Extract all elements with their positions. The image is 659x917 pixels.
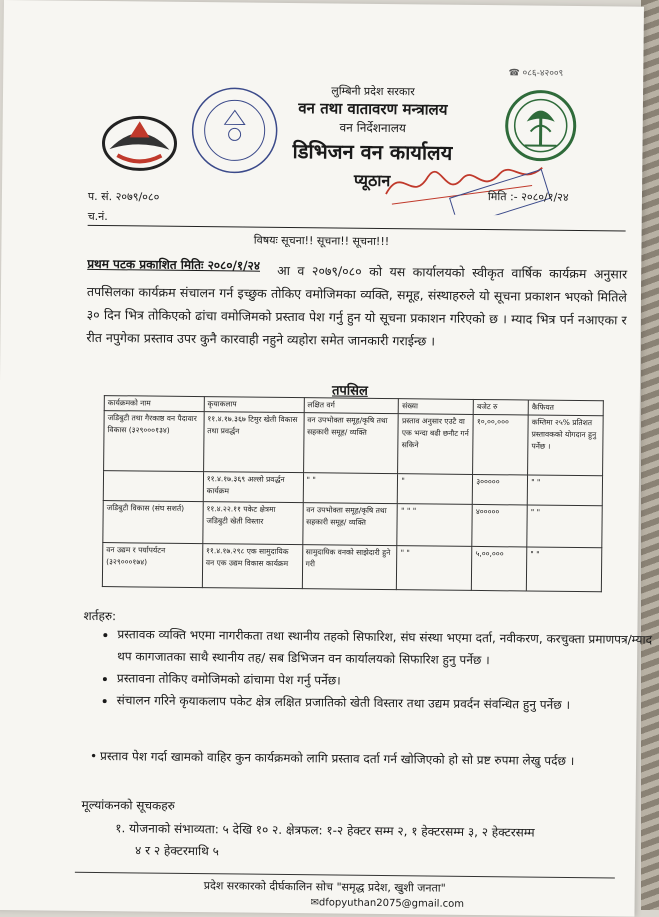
office-name: डिभिजन वन कार्यालय — [292, 139, 453, 165]
conditions-list — [87, 623, 658, 717]
footer-slogan: प्रदेश सरकारको दीर्घकालिन सोच "समृद्ध प्रदेश, खुशी जनता" — [203, 879, 446, 895]
program-table — [102, 395, 604, 592]
table-cell: जडिबुटी तथा गैरकाष्ठ वन पैदावार विकास (३२९०००१३४) — [104, 411, 204, 472]
table-cell: " " — [397, 546, 472, 591]
list-item: • संचालन गरिने कृयाकलाप पकेट क्षेत्र लक्षित प्रजातिको खेती विस्तार तथा उद्यम प्रवर्दन संवन्धित हुनु पर्नेछ । — [117, 689, 657, 717]
phone-number: ☎ ०८६-४२००९ — [508, 68, 564, 79]
table-cell: वन उपभोक्ता समूह/कृषि तथा सहकारी समूह/ व्यक्ति — [302, 503, 397, 546]
table-cell: सामुदायिक वनको साझेदारी हुने गरी — [302, 545, 397, 590]
table-cell: " " " — [397, 504, 472, 547]
list-item: • प्रस्तावना तोकिए वमोजिमको ढांचामा पेश गर्नु पर्नेछ। — [117, 667, 657, 695]
notice-paragraph: आ व २०७९/०८० को यस कार्यालयको स्वीकृत वार्षिक कार्यक्रम अनुसार तपसिलका कार्यक्रम संचालन गर्न इच्छुक तोकिए वमोजिमका व्यक्ति, समूह, संस्थाहरुले यो सूचना प्रकाशन भएको मितिले ३० दिन भित्र तोकिएको ढांचा वमोजिमको प्रस्ताव पेश गर्नु हुन यो सूचना प्रकाशन गरिएको छ । म्याद भित्र पर्न नआएका र रीत नपुगेका प्रस्ताव उपर कुनै कारवाही नहुने व्यहोरा समेत जानकारी गराईन्छ । — [86, 262, 628, 349]
table-cell: वन उपभोक्ता समूह/कृषि तथा सहकारी समूह/ व्यक्ति — [303, 413, 398, 474]
table-cell: " — [398, 474, 473, 505]
table-row — [104, 411, 604, 476]
bullet-icon: • — [90, 748, 98, 764]
dispatch-number: च.नं. — [87, 209, 108, 224]
table-cell: ११.४.१७.३६९ अल्लो प्रवर्द्धन कार्यक्रम — [203, 472, 303, 503]
indicator-line: ४ र २ हेक्टरमाथि ५ — [135, 843, 219, 859]
table-cell: ५,००,००० — [472, 546, 527, 591]
outer-condition-text: प्रस्ताव पेश गर्दा खामको वाहिर कुन कार्यक्रमको लागि प्रस्ताव दर्ता गर्न खोजिएको हो सो प्रष्ट रुपमा लेखु पर्दछ । — [100, 749, 575, 769]
province-name: लुम्बिनी प्रदेश सरकार — [331, 84, 415, 99]
table-cell: वन उद्यम र पर्यापर्यटन (३२९०००१७४) — [102, 543, 202, 588]
forest-logo-icon — [502, 85, 579, 166]
office-stamp — [188, 84, 281, 177]
table-row — [102, 543, 601, 592]
indicators-heading: मूल्यांकनको सूचकहरु — [81, 797, 175, 813]
reference-number: प. सं. २०७९/०८० — [87, 189, 160, 204]
letter-date: मिति :- २०८०/१/२४ — [487, 190, 569, 204]
table-cell: ११.४.१७.२९८ एक सामुदायिक वन एक उद्यम विकास कार्यक्रम — [202, 544, 302, 589]
indicator-line: १. योजनाको संभाव्यता: ५ देखि १० २. क्षेत्रफल: १-२ हेक्टर सम्म २, १ हेक्टरसम्म ३, २ हेक्टरसम्म — [115, 821, 535, 840]
table-cell: १०,००,००० — [473, 414, 529, 475]
column-header: लक्षित वर्ग — [304, 398, 399, 414]
office-location: प्यूठान — [353, 170, 391, 191]
subject-line: विषयः सूचना!! सूचना!! सूचना!!! — [253, 233, 390, 249]
table-cell: " " — [527, 505, 602, 548]
signature-mark — [382, 154, 553, 216]
header-divider — [88, 225, 626, 232]
table-cell: " " — [527, 475, 602, 506]
schedule-title: तपसिल — [331, 383, 368, 399]
conditions-heading: शर्तहरु: — [83, 608, 117, 624]
footer-email: ✉dfopyuthan2075@gmail.com — [310, 897, 465, 910]
published-date: प्रथम पटक प्रकाशित मितिः २०८०/१/२४ — [87, 256, 261, 273]
table-cell: ३००००० — [472, 474, 527, 505]
table-cell: ११.४.२२.११ पकेट क्षेत्रमा जडिबुटी खेती विस्तार — [203, 502, 303, 545]
table-cell — [103, 471, 203, 502]
table-cell: ४००००० — [472, 504, 527, 547]
column-header: कैफियत — [528, 400, 603, 416]
outer-condition — [90, 745, 640, 773]
nepal-emblem-icon — [99, 109, 180, 174]
table-cell: जडिबुटी विकास (संघ सशर्त) — [103, 501, 203, 544]
table-cell: " " — [303, 473, 398, 504]
directorate-name: वन निर्देशनालय — [339, 120, 406, 136]
table-cell: कम्तिमा २५% प्रतिशत प्रस्तावकको योगदान हुनु पर्नेछ । — [528, 415, 604, 476]
ministry-name: वन तथा वातावरण मन्त्रालय — [298, 99, 448, 119]
table-row — [103, 501, 602, 548]
table-cell: प्रस्ताव अनुसार एउटै वा एक भन्दा बढी छनौट गर्न सकिने — [398, 414, 473, 475]
column-header: संख्या — [399, 399, 474, 415]
list-item: • प्रस्तावक व्यक्ति भएमा नागरीकता तथा स्थानीय तहको सिफारिश, संघ संस्था भएमा दर्ता, नवीकरण, करचुक्ता प्रमाणपत्र/म्याद थप कागजातका साथै स्थानीय तह/ सब डिभिजन वन कार्यालयको सिफारिश हुनु पर्नेछ । — [117, 623, 657, 673]
table-cell: ११.४.१७.३६७ टिमुर खेती विकास तथा प्रवर्द्धन — [203, 412, 303, 473]
column-header: बजेट रु — [473, 399, 528, 415]
table-cell: " " — [526, 547, 601, 592]
background-edge — [641, 0, 659, 910]
column-header: कृयाकलाप — [204, 397, 304, 413]
column-header: कार्यक्रमको नाम — [104, 396, 204, 412]
